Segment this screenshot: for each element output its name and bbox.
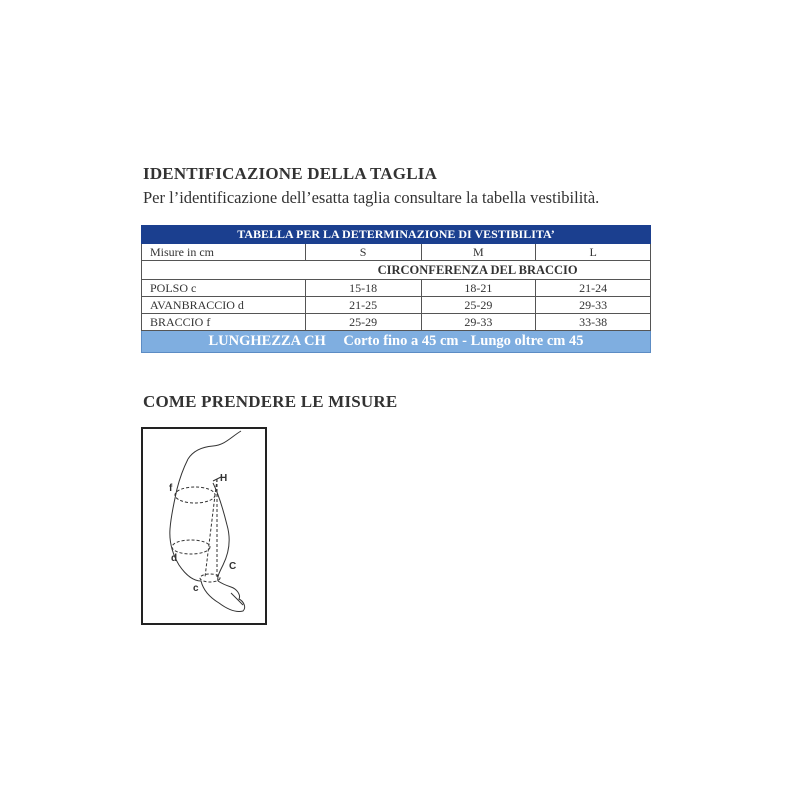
length-info	[142, 331, 651, 353]
table-row	[142, 314, 651, 331]
fit-table-title: TABELLA PER LA DETERMINAZIONE DI VESTIBILITA’	[142, 226, 651, 244]
size-header-l: L	[536, 244, 651, 261]
hand-contour	[201, 581, 245, 612]
length-label: LUNGHEZZA CH	[208, 333, 326, 349]
table-cell: 21-25	[305, 297, 421, 314]
row-label-braccio: BRACCIO f	[142, 314, 306, 331]
table-cell: 25-29	[305, 314, 421, 331]
forearm-circumference	[172, 540, 210, 554]
size-identification-heading: IDENTIFICAZIONE DELLA TAGLIA	[143, 164, 438, 183]
row-label-polso: POLSO c	[142, 280, 306, 297]
unit-label: Misure in cm	[142, 244, 306, 261]
table-cell: 15-18	[305, 280, 421, 297]
table-row	[142, 297, 651, 314]
label-c-upper: C	[229, 561, 237, 572]
arm-measurement-diagram	[141, 427, 267, 625]
size-header-m: M	[421, 244, 536, 261]
arm-circumference-subheading: CIRCONFERENZA DEL BRACCIO	[305, 261, 650, 280]
table-cell: 29-33	[421, 314, 536, 331]
fit-table	[141, 225, 651, 353]
length-row	[142, 331, 651, 353]
fit-table-subheading-row	[142, 261, 651, 280]
label-c-lower: c	[193, 583, 199, 594]
fit-table-title-row	[142, 226, 651, 244]
arm-inner-contour	[213, 483, 229, 581]
row-label-avambraccio: AVANBRACCIO d	[142, 297, 306, 314]
length-text: Corto fino a 45 cm - Lungo oltre cm 45	[343, 333, 584, 349]
size-identification-instructions: Per l’identificazione dell’esatta taglia consultare la tabella vestibilità.	[143, 188, 600, 207]
table-cell: 18-21	[421, 280, 536, 297]
table-row	[142, 280, 651, 297]
size-header-s: S	[305, 244, 421, 261]
table-cell: 21-24	[536, 280, 651, 297]
label-d: d	[171, 553, 178, 564]
table-cell: 33-38	[536, 314, 651, 331]
how-to-measure-heading: COME PRENDERE LE MISURE	[143, 392, 398, 411]
fit-table-header-row	[142, 244, 651, 261]
thumb-line	[231, 593, 243, 605]
arm-illustration	[143, 429, 265, 623]
label-h: H	[220, 473, 228, 484]
table-cell: 25-29	[421, 297, 536, 314]
upper-arm-circumference	[175, 487, 215, 503]
label-f: f	[169, 483, 173, 494]
shoulder-line	[188, 431, 241, 459]
table-cell: 29-33	[536, 297, 651, 314]
